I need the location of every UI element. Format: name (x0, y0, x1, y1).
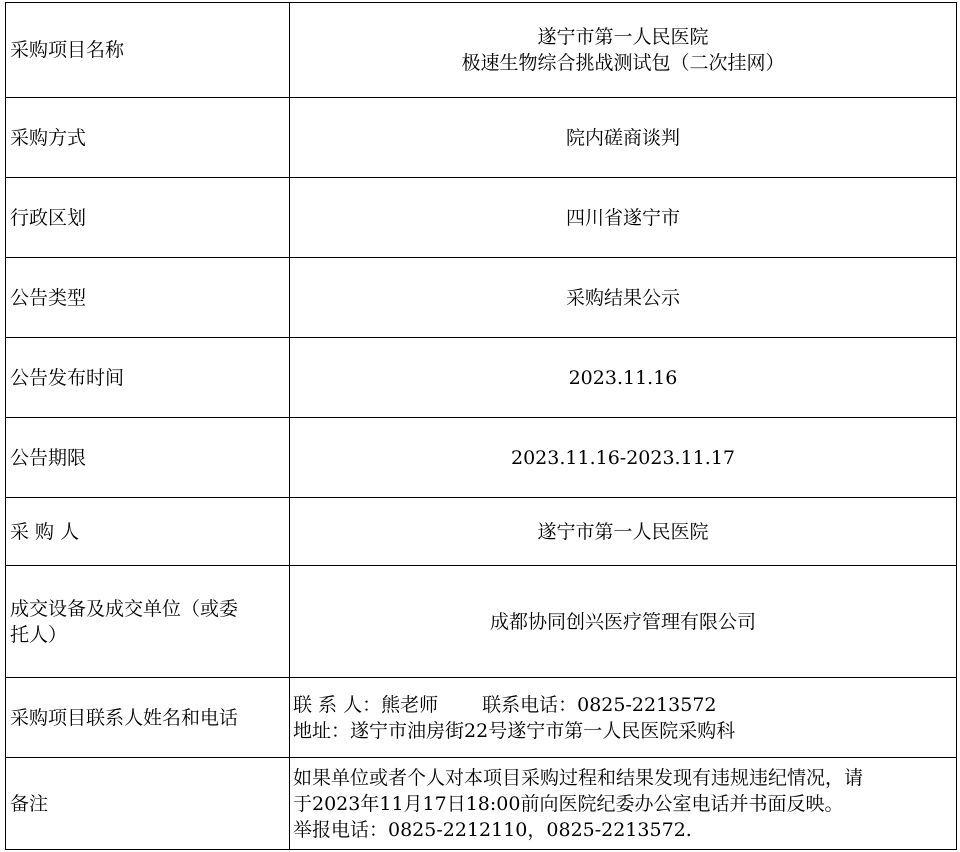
table-row (6, 258, 957, 338)
address: 遂宁市油房街22号遂宁市第一人民医院采购科 (350, 719, 736, 742)
project-name-line-1: 遂宁市第一人民医院 (537, 26, 709, 48)
notice-type-value: 采购结果公示 (290, 258, 957, 338)
remarks-line-3: 举报电话：0825-2212110，0825-2213572. (293, 818, 692, 841)
winning-supplier-value: 成都协同创兴医疗管理有限公司 (290, 566, 957, 678)
remarks-line-1: 如果单位或者个人对本项目采购过程和结果发现有违规违纪情况，请 (293, 766, 864, 789)
publish-date-value: 2023.11.16 (290, 338, 957, 418)
table-row (6, 178, 957, 258)
table-row (6, 678, 957, 758)
contact-line-1 (293, 692, 952, 718)
table-row (6, 98, 957, 178)
project-name-line-2: 极速生物综合挑战测试包（二次挂网） (461, 52, 785, 74)
procurement-info-table (5, 2, 957, 850)
winning-supplier-label-line-2: 托人） (10, 623, 68, 646)
address-label: 地址： (293, 719, 351, 742)
procurement-method-label: 采购方式 (6, 98, 290, 178)
remarks-value (290, 758, 957, 850)
table-row (6, 418, 957, 498)
contact-phone-label: 联系电话： (482, 693, 578, 716)
notice-period-label: 公告期限 (6, 418, 290, 498)
winning-supplier-label-line-1: 成交设备及成交单位（或委 (10, 597, 239, 620)
project-name-label: 采购项目名称 (6, 3, 290, 98)
winning-supplier-label (6, 566, 290, 678)
notice-type-label: 公告类型 (6, 258, 290, 338)
purchaser-label: 采 购 人 (6, 498, 290, 566)
table-row (6, 338, 957, 418)
remarks-label: 备注 (6, 758, 290, 850)
table-row (6, 566, 957, 678)
publish-date-label: 公告发布时间 (6, 338, 290, 418)
project-name-value (290, 3, 957, 98)
table-row (6, 3, 957, 98)
notice-period-value: 2023.11.16-2023.11.17 (290, 418, 957, 498)
region-label: 行政区划 (6, 178, 290, 258)
table-row (6, 498, 957, 566)
remarks-line-2: 于2023年11月17日18:00前向医院纪委办公室电话并书面反映。 (293, 792, 844, 815)
procurement-method-value: 院内磋商谈判 (290, 98, 957, 178)
contact-value (290, 678, 957, 758)
contact-label: 采购项目联系人姓名和电话 (6, 678, 290, 758)
contact-name: 熊老师 (381, 693, 439, 716)
table-row (6, 758, 957, 850)
contact-phone: 0825-2213572 (577, 693, 717, 716)
purchaser-value: 遂宁市第一人民医院 (290, 498, 957, 566)
contact-line-2 (293, 718, 952, 744)
contact-name-label: 联 系 人： (293, 693, 382, 716)
region-value: 四川省遂宁市 (290, 178, 957, 258)
